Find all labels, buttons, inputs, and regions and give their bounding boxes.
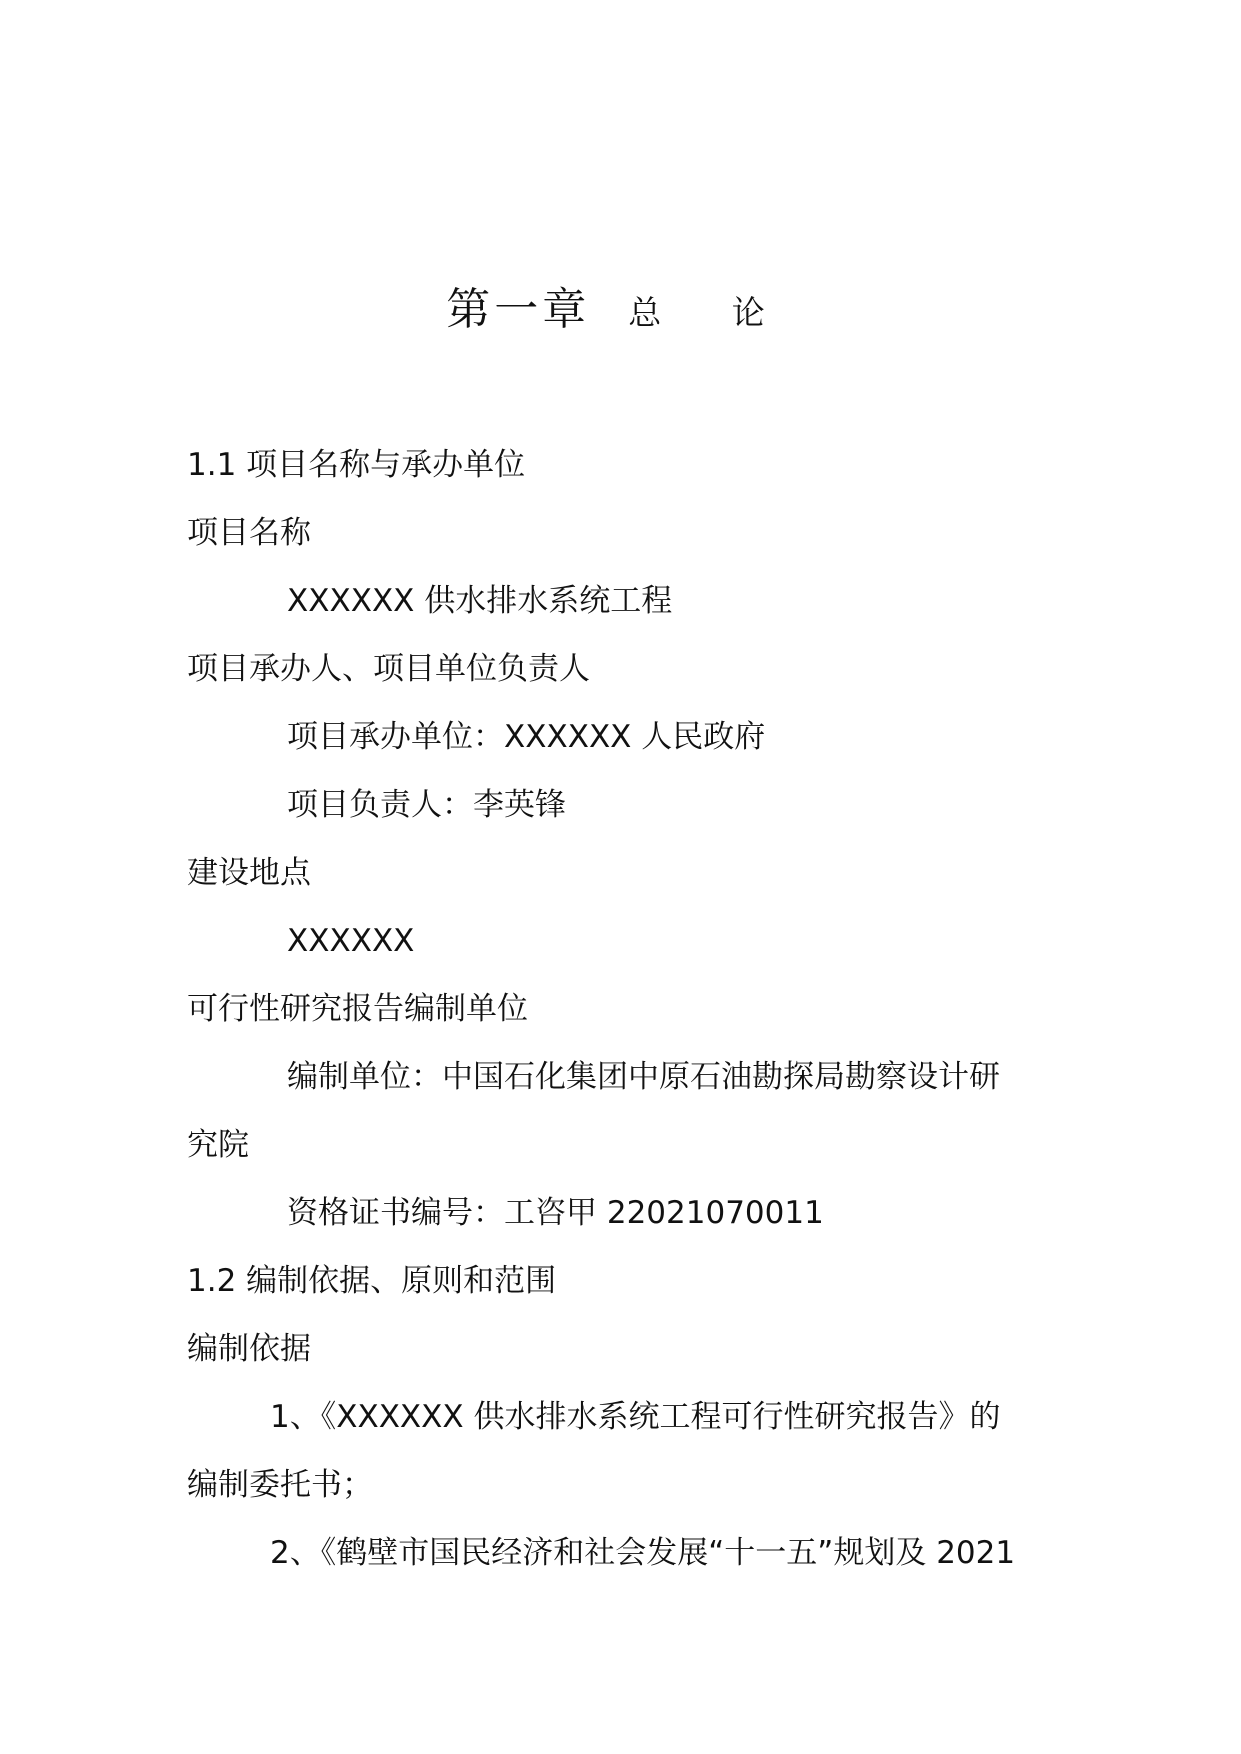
- label-construction-site: 建设地点: [187, 855, 311, 891]
- value-construction-site: XXXXXX: [287, 923, 415, 959]
- value-organizer-unit: 项目承办单位：XXXXXX 人民政府: [287, 719, 766, 755]
- value-preparer-unit: 编制单位：中国石化集团中原石油勘探局勘察设计研: [287, 1059, 1000, 1095]
- value-project-name: XXXXXX 供水排水系统工程: [287, 583, 673, 619]
- label-project-organizer: 项目承办人、项目单位负责人: [187, 651, 590, 687]
- basis-item-1-cont: 编制委托书；: [187, 1467, 373, 1503]
- value-certificate-number: 资格证书编号：工咨甲 22021070011: [287, 1195, 824, 1231]
- chapter-title: 第一章: [446, 284, 591, 335]
- chapter-heading: [0, 284, 1241, 335]
- value-preparer-unit-cont: 究院: [187, 1127, 249, 1163]
- section-heading-1-2: 1.2 编制依据、原则和范围: [187, 1263, 557, 1299]
- chapter-subtitle: 总 论: [628, 293, 795, 332]
- label-basis: 编制依据: [187, 1331, 311, 1367]
- label-project-name: 项目名称: [187, 515, 311, 551]
- value-project-leader: 项目负责人：李英锋: [287, 787, 566, 823]
- basis-item-2: 2、《鹤壁市国民经济和社会发展“十一五”规划及 2021: [270, 1535, 1016, 1571]
- label-report-preparer: 可行性研究报告编制单位: [187, 991, 528, 1027]
- basis-item-1: 1、《XXXXXX 供水排水系统工程可行性研究报告》的: [270, 1399, 1001, 1435]
- section-heading-1-1: 1.1 项目名称与承办单位: [187, 447, 526, 483]
